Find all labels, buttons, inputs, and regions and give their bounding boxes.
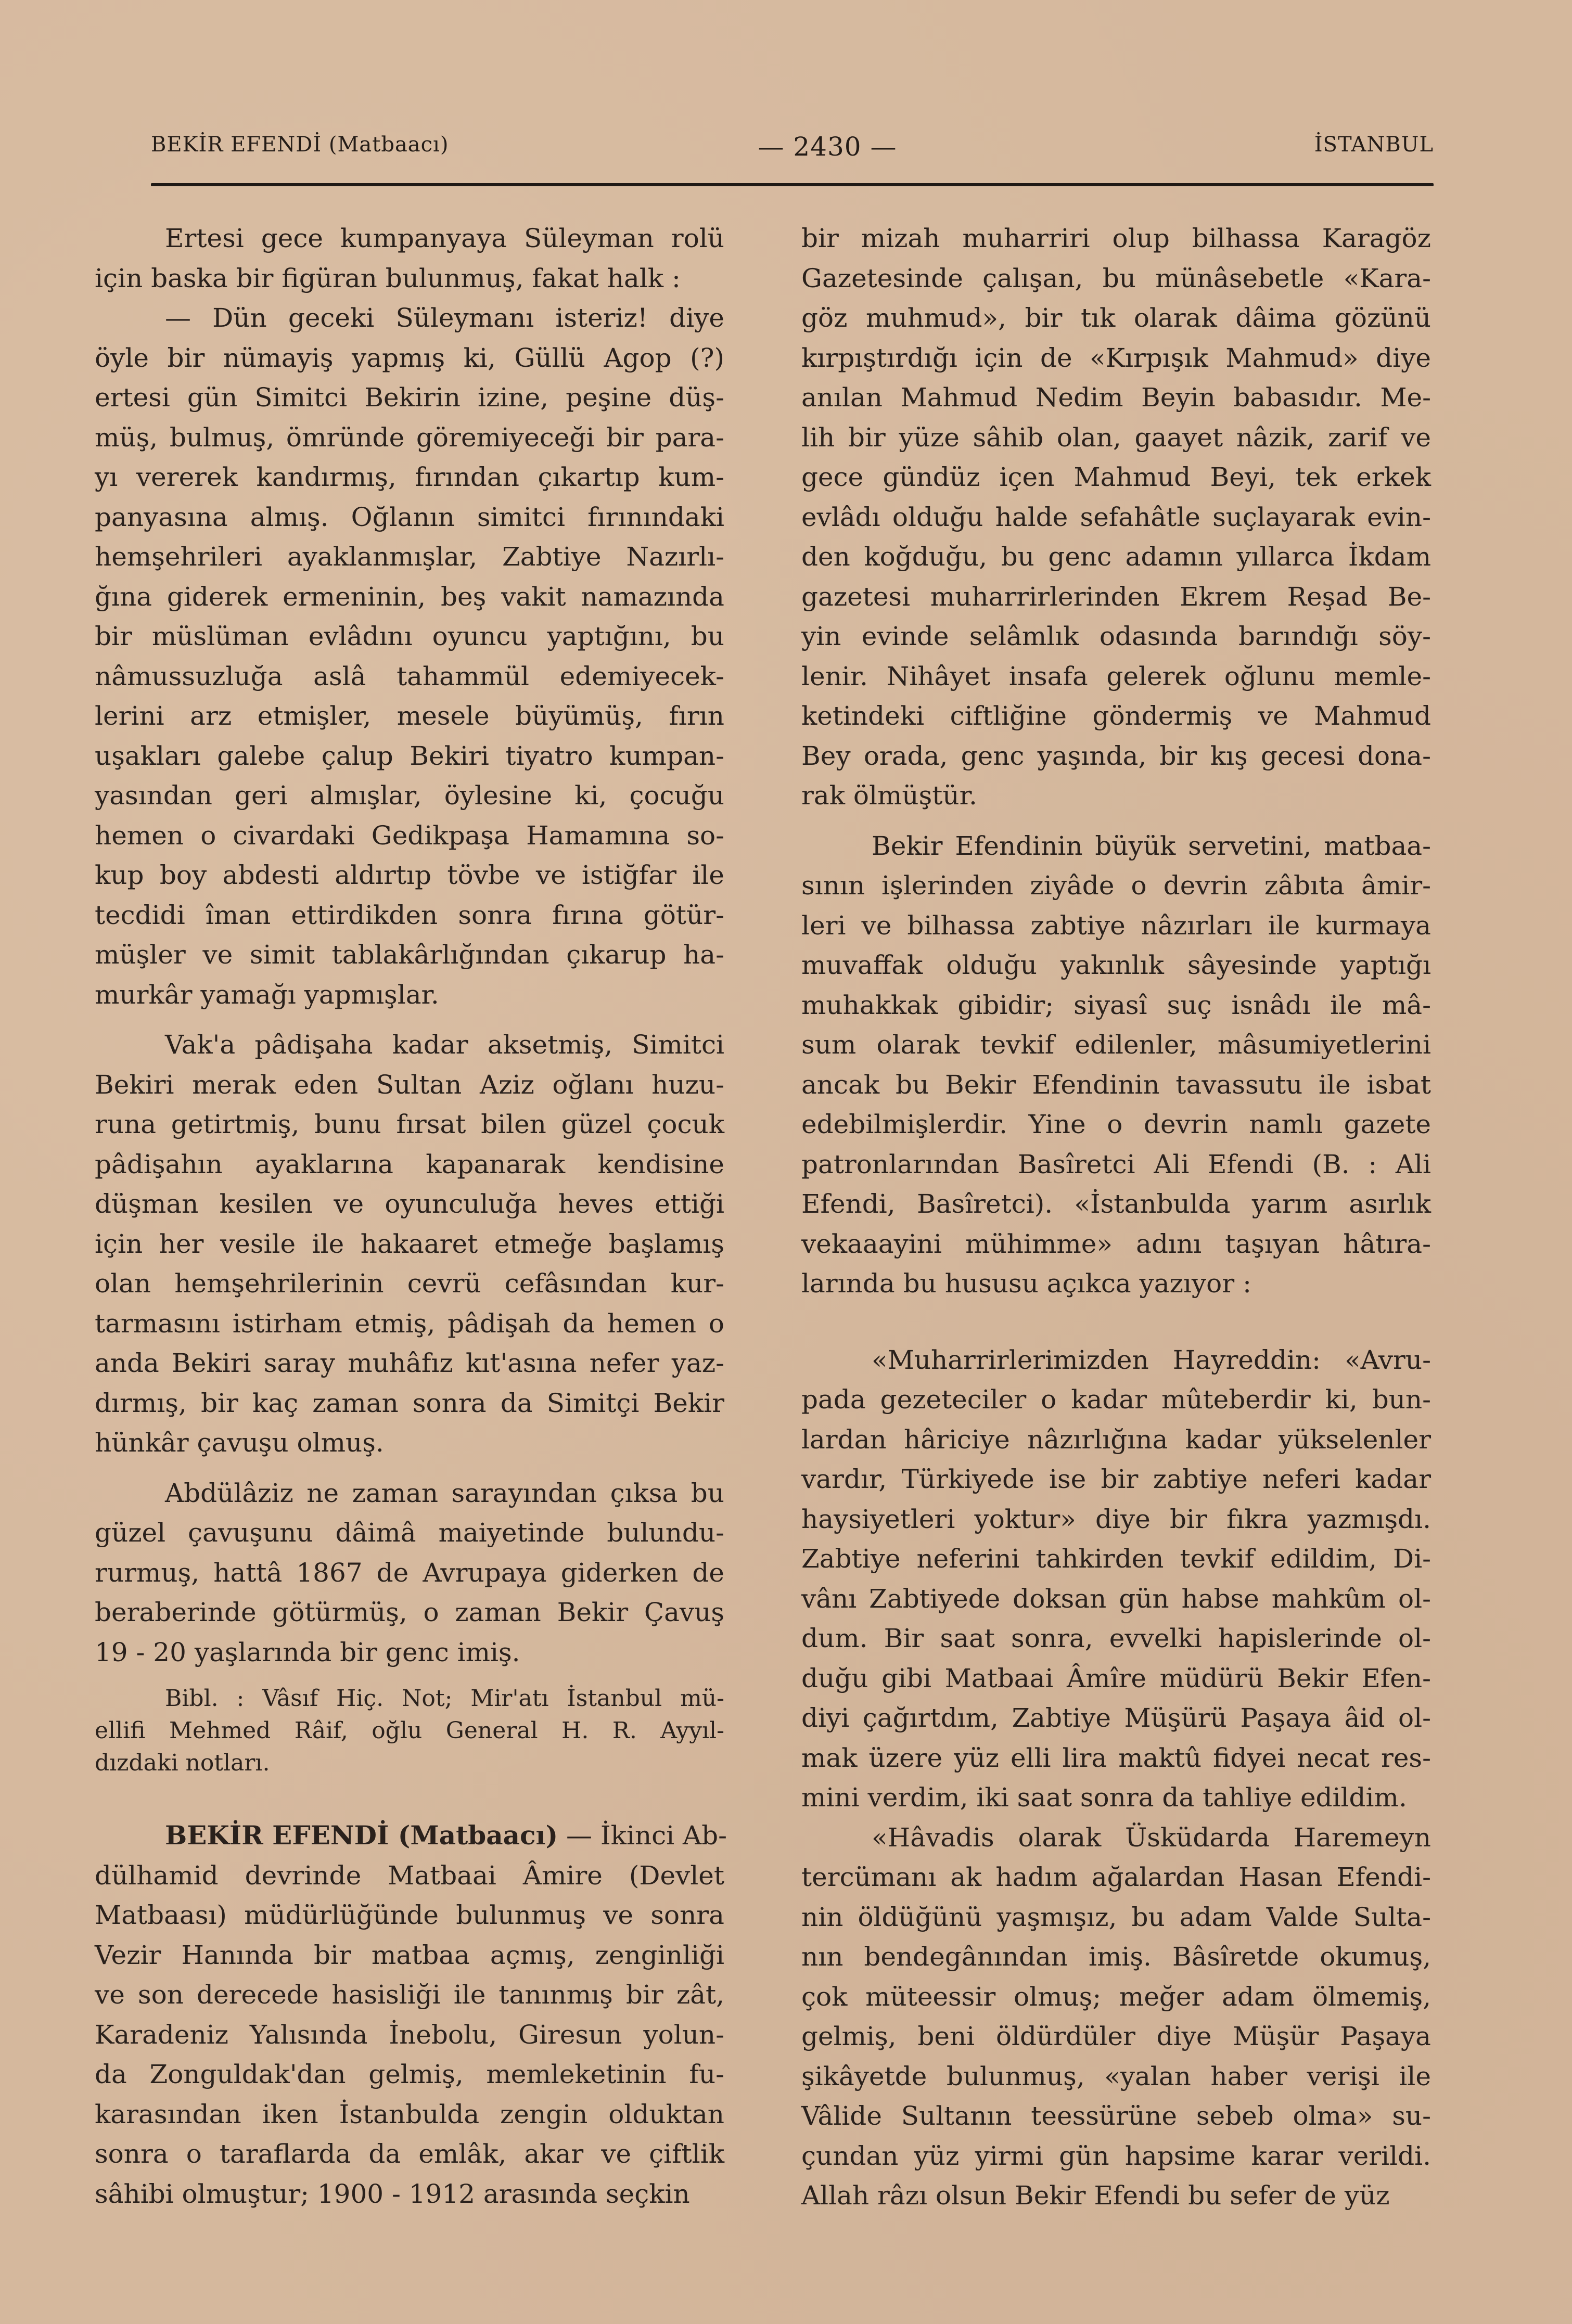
text-line: ellifi Mehmed Râif, oğlu General H. R. Ayyıl- <box>95 1717 724 1744</box>
text-line: Bekiri merak eden Sultan Aziz oğlanı huzu- <box>95 1069 724 1100</box>
text-line: Bibl. : Vâsıf Hiç. Not; Mir'atı İstanbul mü- <box>165 1685 724 1712</box>
text-line: Zabtiye neferini tahkirden tevkif edildim, Di- <box>801 1544 1431 1574</box>
text-line: da Zonguldak'dan gelmiş, memleketinin fu- <box>95 2059 724 2089</box>
text-line: Allah râzı olsun Bekir Efendi bu sefer de yüz <box>801 2180 1390 2211</box>
text-line: Bekir Efendinin büyük servetini, matbaa- <box>872 830 1431 861</box>
paragraph <box>801 1818 1431 2216</box>
text-line: için baska bir figüran bulunmuş, fakat halk : <box>95 263 681 293</box>
paragraph <box>95 1473 724 1673</box>
text-line: pada gezeteciler o kadar mûteberdir ki, bun- <box>801 1384 1431 1415</box>
page-number: — 2430 — <box>758 132 897 162</box>
running-header <box>151 133 1434 164</box>
text-line: gelmiş, beni öldürdüler diye Müşür Paşaya <box>801 2021 1431 2051</box>
text-line: vekaaayini mühimme» adını taşıyan hâtıra- <box>801 1228 1431 1259</box>
text-line: duğu gibi Matbaai Âmîre müdürü Bekir Efen- <box>801 1663 1431 1693</box>
text-line: rak ölmüştür. <box>801 780 977 811</box>
header-entry-title: BEKİR EFENDİ (Matbaacı) <box>151 133 449 157</box>
text-line: sum olarak tevkif edilenler, mâsumiyetlerini <box>801 1030 1431 1060</box>
text-line: için her vesile ile hakaaret etmeğe başlamış <box>95 1228 724 1259</box>
text-line: ketindeki ciftliğine göndermiş ve Mahmud <box>801 701 1431 731</box>
text-line: tercümanı ak hadım ağalardan Hasan Efendi- <box>801 1862 1431 1892</box>
text-line: Vak'a pâdişaha kadar aksetmiş, Simitci <box>165 1030 724 1060</box>
paragraph <box>801 826 1431 1304</box>
text-line: gece gündüz içen Mahmud Beyi, tek erkek <box>801 462 1431 492</box>
text-line: «Hâvadis olarak Üsküdarda Haremeyn <box>872 1822 1431 1853</box>
paragraph <box>95 1025 724 1463</box>
text-line: leri ve bilhassa zabtiye nâzırları ile kurmaya <box>801 910 1431 941</box>
paragraph <box>801 1340 1431 1818</box>
text-line: Matbaası) müdürlüğünde bulunmuş ve sonra <box>95 1900 724 1930</box>
text-line: Bey orada, genc yaşında, bir kış gecesi dona- <box>801 740 1431 771</box>
text-line: larında bu hususu açıkca yazıyor : <box>801 1268 1251 1299</box>
text-line: çundan yüz yirmi gün hapsime karar verildi. <box>801 2140 1431 2171</box>
entry-heading-line <box>95 1816 727 1856</box>
text-line: panyasına almış. Oğlanın simitci fırınındaki <box>95 502 724 532</box>
text-line: muvaffak olduğu yakınlık sâyesinde yaptığı <box>801 950 1431 980</box>
header-section-title: İSTANBUL <box>1314 133 1434 157</box>
text-line: Vâlide Sultanın teessürüne sebeb olma» su- <box>801 2101 1431 2131</box>
text-line: yin evinde selâmlık odasında barındığı söy- <box>801 621 1431 651</box>
paragraph <box>801 219 1431 816</box>
text-line: patronlarından Basîretci Ali Efendi (B. : Ali <box>801 1149 1431 1179</box>
paragraph <box>95 298 724 1015</box>
text-line: anda Bekiri saray muhâfız kıt'asına nefer yaz- <box>95 1348 724 1378</box>
left-column <box>95 219 727 2214</box>
text-line: beraberinde götürmüş, o zaman Bekir Çavuş <box>95 1597 724 1627</box>
text-line: murkâr yamağı yapmışlar. <box>95 979 439 1010</box>
text-line: runa getirtmiş, bunu fırsat bilen güzel çocuk <box>95 1109 724 1139</box>
text-line: vardır, Türkiyede ise bir zabtiye neferi kadar <box>801 1464 1431 1494</box>
right-column <box>801 219 1431 2216</box>
text-line: dülhamid devrinde Matbaai Âmire (Devlet <box>95 1860 724 1891</box>
text-line: sâhibi olmuştur; 1900 - 1912 arasında seçkin <box>95 2178 690 2209</box>
text-line: yı vererek kandırmış, fırından çıkartıp kum- <box>95 462 724 492</box>
text-line: lerini arz etmişler, mesele büyümüş, fırın <box>95 701 724 731</box>
text-line: lih bir yüze sâhib olan, gaayet nâzik, zarif ve <box>801 422 1431 453</box>
text-line: hünkâr çavuşu olmuş. <box>95 1428 384 1458</box>
text-line: Gazetesinde çalışan, bu münâsebetle «Kara- <box>801 263 1431 293</box>
text-line: mak üzere yüz elli lira maktû fidyei necat res- <box>801 1742 1431 1773</box>
text-line: uşakları galebe çalup Bekiri tiyatro kumpan- <box>95 740 724 771</box>
text-line: karasından iken İstanbulda zengin olduktan <box>95 2099 724 2129</box>
text-line: hemen o civardaki Gedikpaşa Hamamına so- <box>95 820 724 851</box>
text-line: dızdaki notları. <box>95 1750 270 1776</box>
header-rule <box>151 183 1434 186</box>
text-line: den koğduğu, bu genc adamın yıllarca İkdam <box>801 542 1431 572</box>
text-line: ancak bu Bekir Efendinin tavassutu ile isbat <box>801 1069 1431 1100</box>
text-line: diyi çağırtdım, Zabtiye Müşürü Paşaya âid ol- <box>801 1703 1431 1733</box>
text-line: Abdülâziz ne zaman sarayından çıksa bu <box>165 1478 724 1508</box>
text-line: nin öldüğünü yaşmışız, bu adam Valde Sulta- <box>801 1902 1431 1932</box>
entry-heading: BEKİR EFENDİ (Matbaacı) <box>165 1820 558 1851</box>
text-line: mini verdim, iki saat sonra da tahliye edildim. <box>801 1782 1407 1813</box>
text-line: gazetesi muharrirlerinden Ekrem Reşad Be- <box>801 581 1431 612</box>
text-line: olan hemşehrilerinin cevrü cefâsından kur- <box>95 1268 724 1299</box>
text-line: nın bendegânından imiş. Bâsîretde okumuş, <box>801 1942 1431 1972</box>
text-line: sının işlerinden ziyâde o devrin zâbıta âmir- <box>801 870 1431 901</box>
text-line: düşman kesilen ve oyunculuğa heves ettiği <box>95 1189 724 1219</box>
text-line: bir müslüman evlâdını oyuncu yaptığını, bu <box>95 621 724 651</box>
text-line: 19 - 20 yaşlarında bir genc imiş. <box>95 1637 520 1667</box>
bibliography <box>95 1683 724 1779</box>
text-line: — Dün geceki Süleymanı isteriz! diye <box>165 303 724 333</box>
text-line: nâmussuzluğa aslâ tahammül edemiyecek- <box>95 661 724 691</box>
text-line: güzel çavuşunu dâimâ maiyetinde bulundu- <box>95 1518 724 1548</box>
text-line: dum. Bir saat sonra, evvelki hapislerinde ol- <box>801 1623 1431 1653</box>
text-line: haysiyetleri yoktur» diye bir fıkra yazmışdı. <box>801 1504 1431 1534</box>
text-line: müş, bulmuş, ömründe göremiyeceği bir para- <box>95 422 724 453</box>
text-line: ğına giderek ermeninin, beş vakit namazında <box>95 581 724 612</box>
text-line: müşler ve simit tablakârlığından çıkarup ha- <box>95 940 724 970</box>
text-line: Efendi, Basîretci). «İstanbulda yarım asırlık <box>801 1189 1431 1219</box>
text-line: Vezir Hanında bir matbaa açmış, zenginliği <box>95 1940 724 1970</box>
text-line: çok müteessir olmuş; meğer adam ölmemiş, <box>801 1981 1431 2012</box>
text-line: rurmuş, hattâ 1867 de Avrupaya giderken de <box>95 1557 724 1588</box>
entry-heading-rest: — İkinci Ab- <box>566 1820 727 1851</box>
text-line: edebilmişlerdir. Yine o devrin namlı gazete <box>801 1109 1431 1139</box>
text-line: Ertesi gece kumpanyaya Süleyman rolü <box>165 223 724 253</box>
text-line: yasından geri almışlar, öylesine ki, çocuğu <box>95 780 724 811</box>
text-line: Karadeniz Yalısında İnebolu, Giresun yolun- <box>95 2019 724 2050</box>
text-line: «Muharrirlerimizden Hayreddin: «Avru- <box>872 1344 1431 1375</box>
text-line: lardan hâriciye nâzırlığına kadar yükselenler <box>801 1424 1431 1455</box>
paragraph <box>95 219 724 298</box>
text-line: anılan Mahmud Nedim Beyin babasıdır. Me- <box>801 382 1431 413</box>
text-line: bir mizah muharriri olup bilhassa Karagöz <box>801 223 1431 253</box>
paragraph <box>95 1856 724 2214</box>
text-line: muhakkak gibidir; siyasî suç isnâdı ile mâ- <box>801 990 1431 1020</box>
text-line: öyle bir nümayiş yapmış ki, Güllü Agop (?) <box>95 342 724 373</box>
text-line: tecdidi îman ettirdikden sonra fırına götür- <box>95 900 724 930</box>
text-line: hemşehrileri ayaklanmışlar, Zabtiye Nazırlı- <box>95 542 724 572</box>
text-line: dırmış, bir kaç zaman sonra da Simitçi Bekir <box>95 1388 724 1418</box>
text-line: tarmasını istirham etmiş, pâdişah da hemen o <box>95 1308 724 1339</box>
text-line: ertesi gün Simitci Bekirin izine, peşine düş- <box>95 382 724 413</box>
text-line: kırpıştırdığı için de «Kırpışık Mahmud» diye <box>801 342 1431 373</box>
text-line: şikâyetde bulunmuş, «yalan haber verişi ile <box>801 2061 1431 2091</box>
text-line: evlâdı olduğu halde sefahâtle suçlayarak evin- <box>801 502 1431 532</box>
text-line: sonra o taraflarda da emlâk, akar ve çiftlik <box>95 2139 724 2169</box>
text-line: pâdişahın ayaklarına kapanarak kendisine <box>95 1149 724 1179</box>
text-line: ve son derecede hasisliği ile tanınmış bir zât, <box>95 1980 724 2010</box>
text-line: lenir. Nihâyet insafa gelerek oğlunu memle- <box>801 661 1431 691</box>
text-line: göz muhmud», bir tık olarak dâima gözünü <box>801 303 1431 333</box>
text-line: kup boy abdesti aldırtıp tövbe ve istiğfar ile <box>95 860 724 890</box>
text-line: vânı Zabtiyede doksan gün habse mahkûm ol- <box>801 1583 1431 1614</box>
